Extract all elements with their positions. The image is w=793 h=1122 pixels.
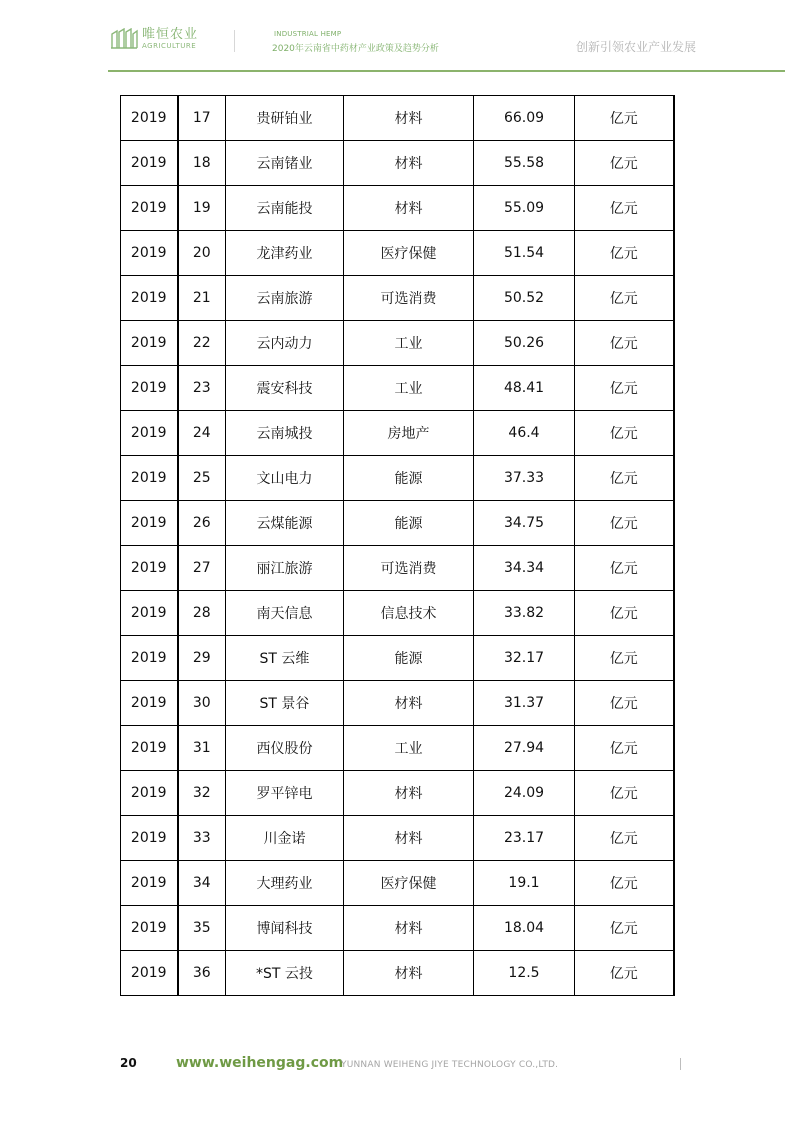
page-number: 20 [120,1056,137,1070]
header-divider [234,30,235,52]
table-row [121,861,674,906]
cell-rank: 32 [178,771,226,816]
cell-unit: 亿元 [575,816,674,861]
cell-value: 23.17 [474,816,575,861]
cell-rank: 31 [178,726,226,771]
cell-value: 32.17 [474,636,575,681]
cell-value: 27.94 [474,726,575,771]
cell-unit: 亿元 [575,411,674,456]
cell-unit: 亿元 [575,591,674,636]
cell-rank: 25 [178,456,226,501]
cell-sector: 材料 [344,951,474,996]
cell-year: 2019 [121,771,178,816]
cell-sector: 医疗保健 [344,231,474,276]
cell-rank: 18 [178,141,226,186]
cell-unit: 亿元 [575,546,674,591]
cell-rank: 35 [178,906,226,951]
cell-year: 2019 [121,231,178,276]
cell-sector: 材料 [344,96,474,141]
cell-year: 2019 [121,951,178,996]
cell-sector: 可选消费 [344,546,474,591]
cell-unit: 亿元 [575,366,674,411]
table-row [121,141,674,186]
cell-unit: 亿元 [575,276,674,321]
cell-year: 2019 [121,726,178,771]
cell-company: 博闻科技 [226,906,344,951]
cell-year: 2019 [121,546,178,591]
cell-year: 2019 [121,501,178,546]
cell-unit: 亿元 [575,141,674,186]
cell-company: *ST 云投 [226,951,344,996]
cell-year: 2019 [121,456,178,501]
table-row [121,501,674,546]
cell-value: 12.5 [474,951,575,996]
table-row [121,321,674,366]
cell-value: 19.1 [474,861,575,906]
footer-website-link[interactable]: www.weihengag.com [176,1055,344,1071]
cell-unit: 亿元 [575,96,674,141]
cell-sector: 材料 [344,186,474,231]
table-row [121,276,674,321]
cell-unit: 亿元 [575,501,674,546]
cell-unit: 亿元 [575,861,674,906]
cell-rank: 28 [178,591,226,636]
cell-unit: 亿元 [575,771,674,816]
cell-value: 37.33 [474,456,575,501]
cell-value: 55.58 [474,141,575,186]
company-ranking-table [120,95,675,996]
cell-year: 2019 [121,636,178,681]
cell-company: 川金诺 [226,816,344,861]
cell-sector: 医疗保健 [344,861,474,906]
cell-rank: 30 [178,681,226,726]
table-row [121,636,674,681]
footer-company-name: YUNNAN WEIHENG JIYE TECHNOLOGY CO.,LTD. [341,1060,559,1070]
document-title: 2020年云南省中药材产业政策及趋势分析 [272,44,439,54]
cell-rank: 29 [178,636,226,681]
cell-value: 50.26 [474,321,575,366]
cell-company: 大理药业 [226,861,344,906]
footer-divider [680,1058,681,1070]
cell-value: 46.4 [474,411,575,456]
cell-sector: 能源 [344,501,474,546]
cell-year: 2019 [121,186,178,231]
table-row [121,546,674,591]
table-row [121,186,674,231]
cell-value: 33.82 [474,591,575,636]
cell-year: 2019 [121,411,178,456]
header-slogan: 创新引领农业产业发展 [575,40,696,54]
cell-year: 2019 [121,861,178,906]
cell-unit: 亿元 [575,726,674,771]
brand-logo [110,28,198,50]
cell-rank: 33 [178,816,226,861]
table-row [121,951,674,996]
cell-company: 南天信息 [226,591,344,636]
cell-rank: 17 [178,96,226,141]
cell-sector: 工业 [344,366,474,411]
hemp-logo-icon [110,28,138,50]
cell-unit: 亿元 [575,231,674,276]
cell-value: 34.75 [474,501,575,546]
cell-value: 55.09 [474,186,575,231]
table-row [121,231,674,276]
cell-sector: 可选消费 [344,276,474,321]
page-header [0,0,793,73]
cell-value: 34.34 [474,546,575,591]
cell-company: 丽江旅游 [226,546,344,591]
cell-unit: 亿元 [575,906,674,951]
header-rule [108,70,785,72]
cell-sector: 能源 [344,456,474,501]
cell-rank: 21 [178,276,226,321]
cell-sector: 信息技术 [344,591,474,636]
cell-unit: 亿元 [575,186,674,231]
cell-sector: 工业 [344,321,474,366]
cell-unit: 亿元 [575,321,674,366]
cell-rank: 27 [178,546,226,591]
cell-rank: 26 [178,501,226,546]
table-row [121,816,674,861]
cell-rank: 24 [178,411,226,456]
table-row [121,906,674,951]
cell-company: 西仪股份 [226,726,344,771]
cell-value: 24.09 [474,771,575,816]
cell-rank: 34 [178,861,226,906]
cell-rank: 22 [178,321,226,366]
cell-rank: 20 [178,231,226,276]
cell-sector: 房地产 [344,411,474,456]
table-row [121,366,674,411]
cell-year: 2019 [121,141,178,186]
table-row [121,96,674,141]
cell-company: 云内动力 [226,321,344,366]
cell-rank: 36 [178,951,226,996]
cell-company: 云南能投 [226,186,344,231]
cell-unit: 亿元 [575,951,674,996]
cell-value: 31.37 [474,681,575,726]
cell-company: 震安科技 [226,366,344,411]
cell-year: 2019 [121,591,178,636]
cell-sector: 工业 [344,726,474,771]
cell-company: 云煤能源 [226,501,344,546]
table-body [121,96,674,996]
cell-company: ST 云维 [226,636,344,681]
cell-sector: 能源 [344,636,474,681]
cell-value: 48.41 [474,366,575,411]
cell-year: 2019 [121,366,178,411]
cell-company: 贵研铂业 [226,96,344,141]
cell-unit: 亿元 [575,636,674,681]
cell-company: 文山电力 [226,456,344,501]
cell-year: 2019 [121,906,178,951]
table-row [121,681,674,726]
cell-year: 2019 [121,276,178,321]
cell-value: 18.04 [474,906,575,951]
cell-company: 罗平锌电 [226,771,344,816]
logo-chinese-name: 唯恒农业 [142,27,199,42]
cell-company: 云南锗业 [226,141,344,186]
cell-company: 云南城投 [226,411,344,456]
cell-year: 2019 [121,816,178,861]
cell-year: 2019 [121,321,178,366]
cell-company: 龙津药业 [226,231,344,276]
cell-unit: 亿元 [575,456,674,501]
logo-english-name: AGRICULTURE [142,42,197,50]
cell-year: 2019 [121,681,178,726]
cell-sector: 材料 [344,681,474,726]
table-row [121,591,674,636]
cell-company: ST 景谷 [226,681,344,726]
table-row [121,456,674,501]
cell-company: 云南旅游 [226,276,344,321]
cell-sector: 材料 [344,816,474,861]
document-subtitle-en: INDUSTRIAL HEMP [274,30,342,38]
cell-value: 50.52 [474,276,575,321]
table-row [121,411,674,456]
cell-value: 66.09 [474,96,575,141]
cell-sector: 材料 [344,141,474,186]
cell-unit: 亿元 [575,681,674,726]
table-row [121,726,674,771]
cell-sector: 材料 [344,906,474,951]
cell-sector: 材料 [344,771,474,816]
cell-year: 2019 [121,96,178,141]
cell-value: 51.54 [474,231,575,276]
cell-rank: 19 [178,186,226,231]
table-row [121,771,674,816]
cell-rank: 23 [178,366,226,411]
